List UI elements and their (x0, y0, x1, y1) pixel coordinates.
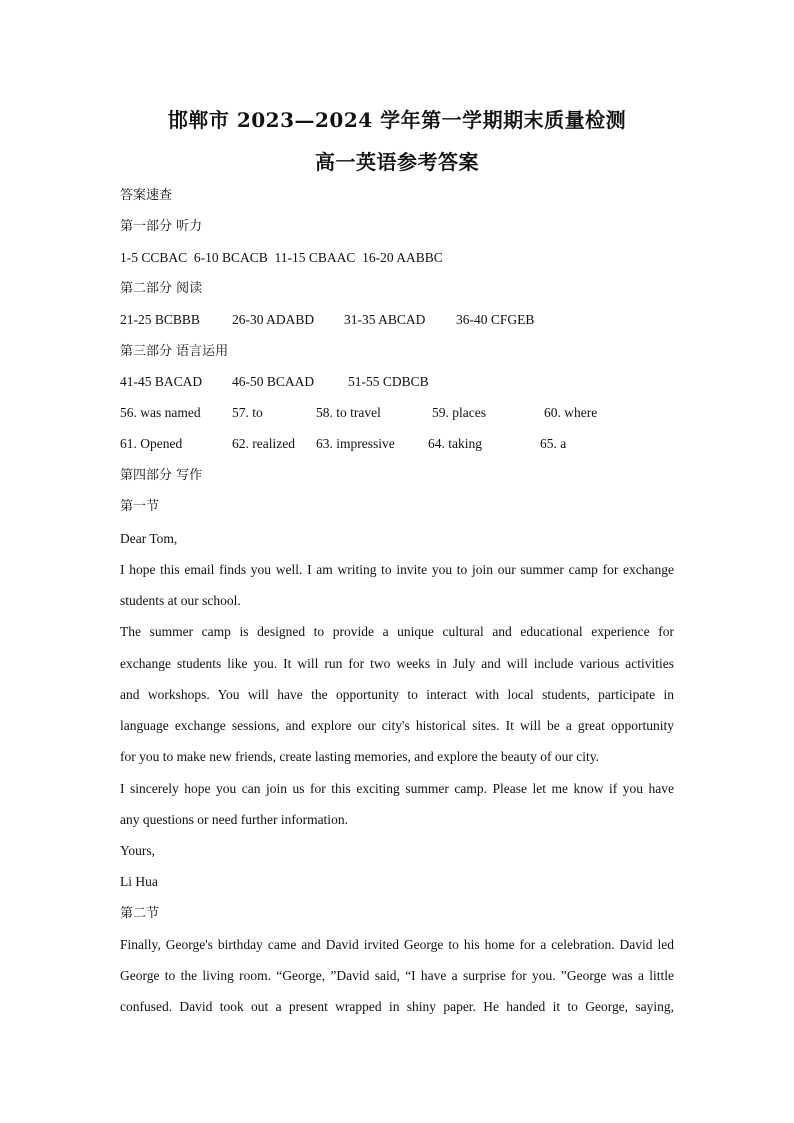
document-subtitle: 高一英语参考答案 (315, 150, 479, 174)
fill-answer: 63. impressive (316, 436, 395, 451)
part3-heading: 第三部分 语言运用 (120, 344, 229, 359)
answer-group: 51-55 CDBCB (348, 374, 429, 389)
story-line: Finally, George's birthday came and David irvited George to his home for a celebration. David led (120, 937, 674, 952)
part1-answers: 1-5 CCBAC 6-10 BCACB 11-15 CBAAC 16-20 AABBC (120, 250, 443, 265)
letter-line: exchange students like you. It will run for two weeks in July and will include various activities (120, 656, 674, 671)
letter-line: any questions or need further information. (120, 812, 348, 827)
answer-group: 31-35 ABCAD (344, 312, 426, 327)
section1-heading: 第一节 (120, 499, 160, 514)
part3-fill-row-2 (0, 436, 794, 454)
fill-answer: 64. taking (428, 436, 482, 451)
story-line: George to the living room. “George, ”David said, “I have a surprise for you. ”George was a little (120, 968, 674, 983)
fill-answer: 57. to (232, 405, 263, 420)
part4-heading: 第四部分 写作 (120, 468, 203, 483)
answer-group: 21-25 BCBBB (120, 312, 200, 327)
letter-signature: Li Hua (120, 874, 158, 889)
fill-answer: 60. where (544, 405, 598, 420)
letter-line: language exchange sessions, and explore our city's historical sites. It will be a great opportunity (120, 718, 674, 733)
fill-answer: 58. to travel (316, 405, 381, 420)
fill-answer: 62. realized (232, 436, 295, 451)
part2-answer-row (0, 312, 794, 330)
document-title: 邯郸市 2023—2024 学年第一学期期末质量检测 (167, 108, 627, 132)
answer-group: 36-40 CFGEB (456, 312, 535, 327)
quick-check-heading: 答案速查 (120, 188, 173, 203)
part3-mc-row (0, 374, 794, 392)
fill-answer: 59. places (432, 405, 486, 420)
fill-answer: 56. was named (120, 405, 201, 420)
letter-line: I sincerely hope you can join us for this exciting summer camp. Please let me know if you have (120, 781, 674, 796)
answer-group: 46-50 BCAAD (232, 374, 315, 389)
letter-line: and workshops. You will have the opportunity to interact with local students, participate in (120, 687, 674, 702)
letter-line: students at our school. (120, 593, 241, 608)
part1-heading: 第一部分 听力 (120, 219, 203, 234)
letter-salutation: Dear Tom, (120, 531, 178, 546)
part2-heading: 第二部分 阅读 (120, 281, 203, 296)
answer-group: 41-45 BACAD (120, 374, 203, 389)
letter-line: The summer camp is designed to provide a unique cultural and educational experience for (120, 624, 674, 639)
section2-heading: 第二节 (120, 906, 160, 921)
letter-line: for you to make new friends, create lasting memories, and explore the beauty of our city. (120, 749, 599, 764)
fill-answer: 61. Opened (120, 436, 183, 451)
letter-closing: Yours, (120, 843, 156, 858)
story-line: confused. David took out a present wrapped in shiny paper. He handed it to George, saying, (120, 999, 674, 1014)
answer-group: 26-30 ADABD (232, 312, 315, 327)
part3-fill-row-1 (0, 405, 794, 423)
letter-line: I hope this email finds you well. I am writing to invite you to join our summer camp for exchange (120, 562, 674, 577)
fill-answer: 65. a (540, 436, 567, 451)
